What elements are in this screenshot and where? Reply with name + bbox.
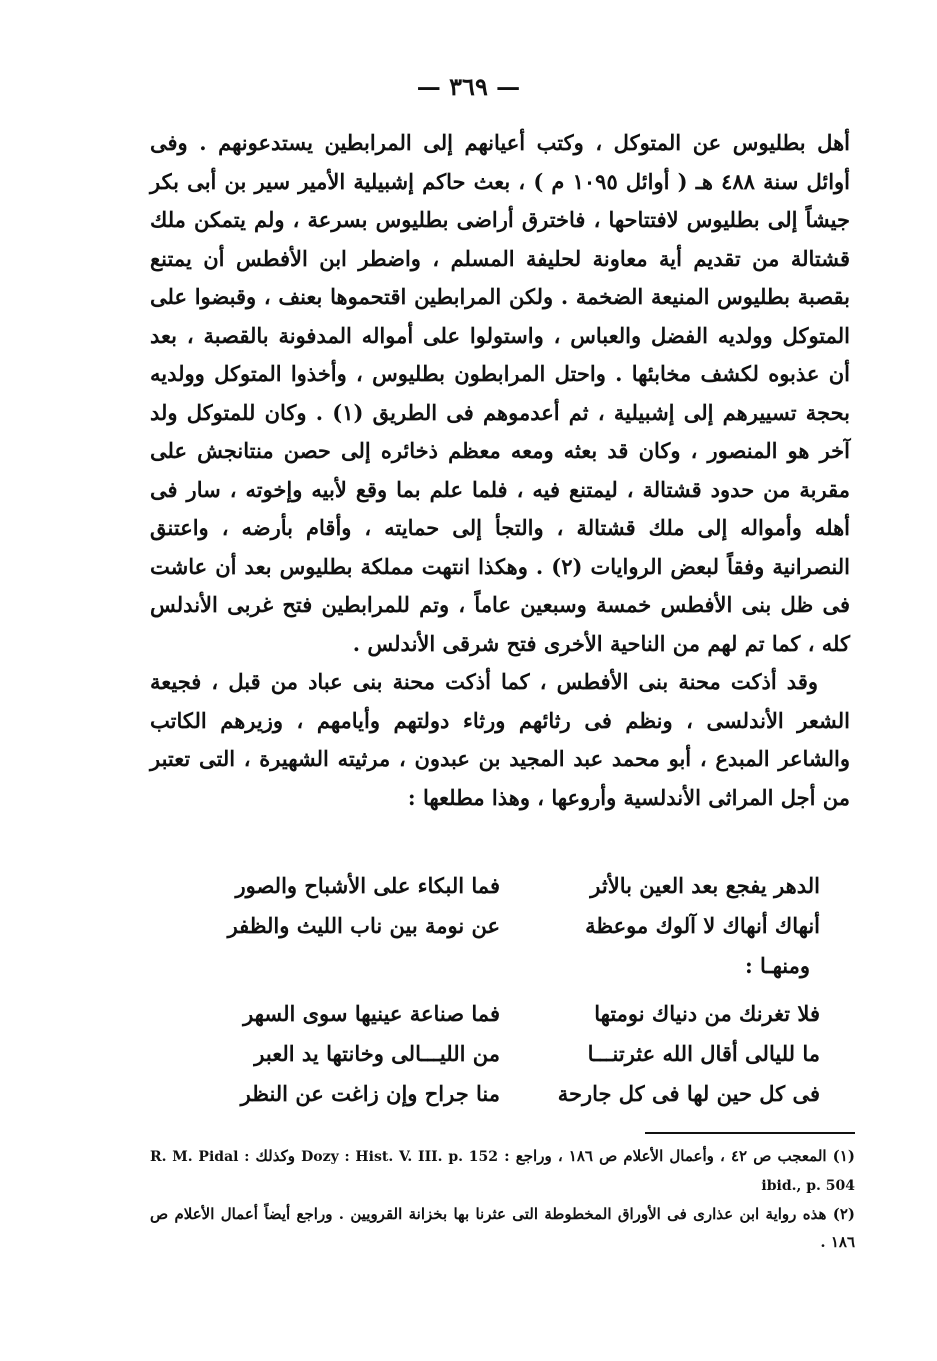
verse-second-hemistich: عن نومة بين ناب الليث والظفر [227, 913, 500, 938]
footnote-1-reference: Dozy : Hist. V. III. p. 152 [301, 1149, 498, 1165]
footnote-1-also: وكذلك [255, 1147, 296, 1165]
verse-first-hemistich: فى كل حين لها فى كل جارحة [557, 1081, 820, 1106]
verse-row [200, 1034, 820, 1074]
verse-first-hemistich: أنهاك أنهاك لا آلوك موعظة [585, 913, 820, 938]
footnote-divider [645, 1132, 855, 1134]
poem-section-label: ومنهـا : [744, 953, 810, 978]
footnote-1-text: (١) المعجب ص ٤٢ ، وأعمال الأعلام ص ١٨٦ ، وراجع : [504, 1147, 855, 1165]
footnote-2: (٢) هذه رواية ابن عذارى فى الأوراق المخطوطة التى عثرنا بها بخزانة القرويين . وراجع أيضاً أعمال الأعلام ص ١٨٦ . [150, 1205, 855, 1251]
page-number: — ٣٦٩ — [416, 72, 521, 101]
verse-second-hemistich: فما البكاء على الأشباح والصور [235, 873, 500, 898]
paragraph-2: وقد أذكت محنة بنى الأفطس ، كما أذكت محنة بنى عباد من قبل ، فجيعة الشعر الأندلسى ، ونظم فى رثائهم ورثاء دولتهم وأيامهم ، وزيرهم الكاتب والشاعر المبدع ، أبو محمد عبد المجيد بن عبدون ، مرثيته الشهيرة ، التى تعتبر من أجل المراثى الأندلسية وأروعها ، وهذا مطلعها : [150, 669, 850, 810]
verse-second-hemistich: من الليـــالى وخانتها يد العبر [254, 1041, 500, 1066]
verse-row [200, 906, 820, 946]
verse-row [200, 994, 820, 1034]
footnote-1-reference-2: R. M. Pidal : ibid., p. 504 [150, 1149, 855, 1194]
verse-first-hemistich: الدهر يفجع بعد العين بالأثر [590, 873, 820, 898]
poem [200, 866, 820, 1114]
paragraph-1: أهل بطليوس عن المتوكل ، وكتب أعيانهم إلى المرابطين يستدعونهم . وفى أوائل سنة ٤٨٨ هـ ( أوائل ١٠٩٥ م ) ، بعث حاكم إشبيلية الأمير سير بن أبى بكر جيشاً إلى بطليوس لافتتاحها ، فاخترق أراضى بطليوس بسرعة ، ولم يتمكن ملك قشتالة من تقديم أية معاونة لحليفة المسلم ، واضطر ابن الأفطس أن يمتنع بقصبة بطليوس المنيعة الضخمة . ولكن المرابطين اقتحموها بعنف ، وقبضوا على المتوكل وولديه الفضل والعباس ، واستولوا على أمواله المدفونة بالقصبة ، بعد أن عذبوه لكشف مخابئها . واحتل المرابطون بطليوس ، وأخذوا المتوكل وولديه بحجة تسييرهم إلى إشبيلية ، ثم أعدموهم فى الطريق (١) . وكان للمتوكل ولد آخر هو المنصور ، وكان قد بعثه ومعه معظم ذخائره إلى حصن منتانجش على مقربة من حدود قشتالة ، ليمتنع فيه ، فلما علم بما وقع لأبيه وإخوته ، سار فى أهله وأمواله إلى ملك قشتالة ، والتجأ إلى حمايته ، وأقام بأرضه ، واعتنق النصرانية وفقاً لبعض الروايات (٢) . وهكذا انتهت مملكة بطليوس بعد أن عاشت فى ظل بنى الأفطس خمسة وسبعين عاماً ، وتم للمرابطين فتح غربى الأندلس كله ، كما تم لهم من الناحية الأخرى فتح شرقى الأندلس . [150, 130, 851, 656]
verse-second-hemistich: منا جراح وإن زاغت عن النظر [240, 1081, 500, 1106]
verse-row [200, 1074, 820, 1114]
footnote-1 [150, 1142, 855, 1200]
verse-first-hemistich: فلا تغرنك من دنياك نومتها [594, 1001, 820, 1026]
footnotes [150, 1142, 855, 1256]
body-text [150, 124, 850, 817]
verse-first-hemistich: ما لليالى أقال الله عثرتنـــا [587, 1041, 820, 1066]
verse-second-hemistich: فما صناعة عينيها سوى السهر [243, 1001, 500, 1026]
verse-row [200, 866, 820, 906]
